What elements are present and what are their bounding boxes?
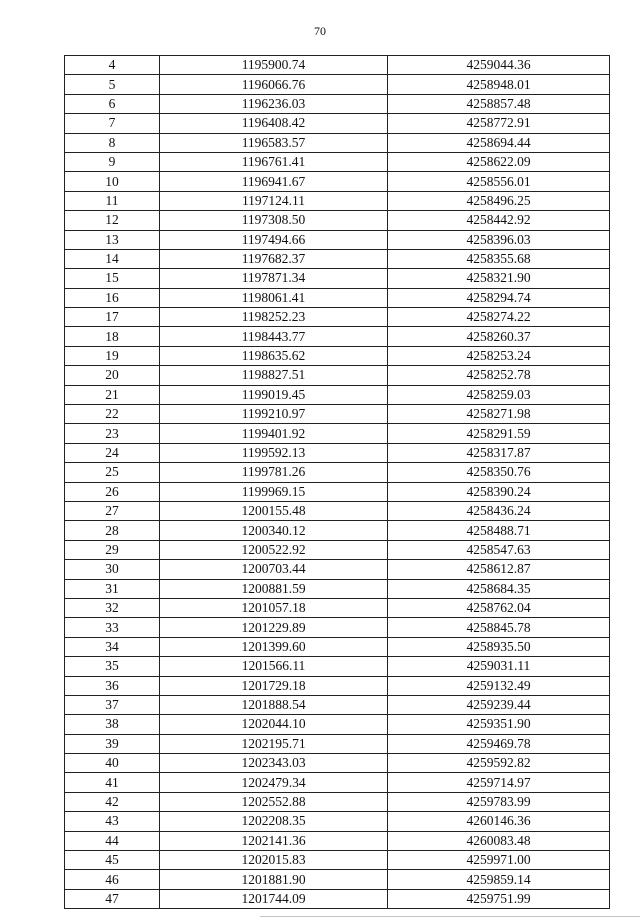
x-coordinate-cell: 1196408.42 xyxy=(160,114,388,133)
point-number-cell: 7 xyxy=(65,114,160,133)
x-coordinate-cell: 1196941.67 xyxy=(160,172,388,191)
table-row xyxy=(65,308,610,327)
y-coordinate-cell: 4259783.99 xyxy=(388,792,610,811)
x-coordinate-cell: 1200340.12 xyxy=(160,521,388,540)
x-coordinate-cell: 1196583.57 xyxy=(160,133,388,152)
point-number-cell: 42 xyxy=(65,792,160,811)
y-coordinate-cell: 4258772.91 xyxy=(388,114,610,133)
x-coordinate-cell: 1198827.51 xyxy=(160,366,388,385)
x-coordinate-cell: 1201888.54 xyxy=(160,695,388,714)
x-coordinate-cell: 1201229.89 xyxy=(160,618,388,637)
point-number-cell: 39 xyxy=(65,734,160,753)
table-row xyxy=(65,657,610,676)
x-coordinate-cell: 1202208.35 xyxy=(160,812,388,831)
y-coordinate-cell: 4258442.92 xyxy=(388,211,610,230)
x-coordinate-cell: 1199210.97 xyxy=(160,405,388,424)
y-coordinate-cell: 4258496.25 xyxy=(388,191,610,210)
y-coordinate-cell: 4258396.03 xyxy=(388,230,610,249)
x-coordinate-cell: 1197871.34 xyxy=(160,269,388,288)
scan-edge-line xyxy=(260,916,640,917)
point-number-cell: 40 xyxy=(65,754,160,773)
point-number-cell: 34 xyxy=(65,637,160,656)
y-coordinate-cell: 4258253.24 xyxy=(388,346,610,365)
x-coordinate-cell: 1202015.83 xyxy=(160,851,388,870)
y-coordinate-cell: 4258935.50 xyxy=(388,637,610,656)
table-row xyxy=(65,540,610,559)
table-row xyxy=(65,327,610,346)
y-coordinate-cell: 4258547.63 xyxy=(388,540,610,559)
table-row xyxy=(65,889,610,908)
x-coordinate-cell: 1196066.76 xyxy=(160,75,388,94)
point-number-cell: 33 xyxy=(65,618,160,637)
point-number-cell: 25 xyxy=(65,463,160,482)
x-coordinate-cell: 1198061.41 xyxy=(160,288,388,307)
x-coordinate-cell: 1196236.03 xyxy=(160,94,388,113)
x-coordinate-cell: 1195900.74 xyxy=(160,56,388,75)
y-coordinate-cell: 4259751.99 xyxy=(388,889,610,908)
x-coordinate-cell: 1201744.09 xyxy=(160,889,388,908)
x-coordinate-cell: 1200522.92 xyxy=(160,540,388,559)
y-coordinate-cell: 4258294.74 xyxy=(388,288,610,307)
point-number-cell: 18 xyxy=(65,327,160,346)
x-coordinate-cell: 1202552.88 xyxy=(160,792,388,811)
table-row xyxy=(65,734,610,753)
table-row xyxy=(65,637,610,656)
table-row xyxy=(65,831,610,850)
table-row xyxy=(65,75,610,94)
point-number-cell: 19 xyxy=(65,346,160,365)
table-row xyxy=(65,754,610,773)
point-number-cell: 11 xyxy=(65,191,160,210)
y-coordinate-cell: 4258321.90 xyxy=(388,269,610,288)
x-coordinate-cell: 1198635.62 xyxy=(160,346,388,365)
table-row xyxy=(65,211,610,230)
table-row xyxy=(65,152,610,171)
table-row xyxy=(65,191,610,210)
x-coordinate-cell: 1200155.48 xyxy=(160,501,388,520)
y-coordinate-cell: 4259044.36 xyxy=(388,56,610,75)
page-number: 70 xyxy=(314,24,326,38)
y-coordinate-cell: 4259592.82 xyxy=(388,754,610,773)
table-row xyxy=(65,269,610,288)
point-number-cell: 9 xyxy=(65,152,160,171)
y-coordinate-cell: 4258948.01 xyxy=(388,75,610,94)
x-coordinate-cell: 1199019.45 xyxy=(160,385,388,404)
x-coordinate-cell: 1196761.41 xyxy=(160,152,388,171)
y-coordinate-cell: 4259351.90 xyxy=(388,715,610,734)
x-coordinate-cell: 1202044.10 xyxy=(160,715,388,734)
y-coordinate-cell: 4258845.78 xyxy=(388,618,610,637)
y-coordinate-cell: 4259132.49 xyxy=(388,676,610,695)
table-row xyxy=(65,482,610,501)
y-coordinate-cell: 4258317.87 xyxy=(388,443,610,462)
y-coordinate-cell: 4259469.78 xyxy=(388,734,610,753)
x-coordinate-cell: 1197124.11 xyxy=(160,191,388,210)
y-coordinate-cell: 4258252.78 xyxy=(388,366,610,385)
point-number-cell: 38 xyxy=(65,715,160,734)
x-coordinate-cell: 1202479.34 xyxy=(160,773,388,792)
x-coordinate-cell: 1199969.15 xyxy=(160,482,388,501)
coordinates-table xyxy=(64,55,610,909)
point-number-cell: 35 xyxy=(65,657,160,676)
point-number-cell: 13 xyxy=(65,230,160,249)
x-coordinate-cell: 1199781.26 xyxy=(160,463,388,482)
y-coordinate-cell: 4258390.24 xyxy=(388,482,610,501)
y-coordinate-cell: 4258622.09 xyxy=(388,152,610,171)
y-coordinate-cell: 4259031.11 xyxy=(388,657,610,676)
x-coordinate-cell: 1202141.36 xyxy=(160,831,388,850)
table-row xyxy=(65,501,610,520)
point-number-cell: 45 xyxy=(65,851,160,870)
table-row xyxy=(65,695,610,714)
point-number-cell: 29 xyxy=(65,540,160,559)
y-coordinate-cell: 4258260.37 xyxy=(388,327,610,346)
point-number-cell: 23 xyxy=(65,424,160,443)
y-coordinate-cell: 4258488.71 xyxy=(388,521,610,540)
y-coordinate-cell: 4258762.04 xyxy=(388,598,610,617)
x-coordinate-cell: 1199401.92 xyxy=(160,424,388,443)
table-row xyxy=(65,114,610,133)
table-row xyxy=(65,792,610,811)
point-number-cell: 4 xyxy=(65,56,160,75)
point-number-cell: 32 xyxy=(65,598,160,617)
table-row xyxy=(65,773,610,792)
y-coordinate-cell: 4259859.14 xyxy=(388,870,610,889)
y-coordinate-cell: 4259239.44 xyxy=(388,695,610,714)
point-number-cell: 17 xyxy=(65,308,160,327)
x-coordinate-cell: 1197494.66 xyxy=(160,230,388,249)
x-coordinate-cell: 1202343.03 xyxy=(160,754,388,773)
point-number-cell: 41 xyxy=(65,773,160,792)
table-row xyxy=(65,618,610,637)
table-row xyxy=(65,424,610,443)
x-coordinate-cell: 1201881.90 xyxy=(160,870,388,889)
table-row xyxy=(65,870,610,889)
y-coordinate-cell: 4260083.48 xyxy=(388,831,610,850)
table-row xyxy=(65,405,610,424)
table-row xyxy=(65,172,610,191)
point-number-cell: 20 xyxy=(65,366,160,385)
point-number-cell: 22 xyxy=(65,405,160,424)
point-number-cell: 46 xyxy=(65,870,160,889)
point-number-cell: 44 xyxy=(65,831,160,850)
y-coordinate-cell: 4258355.68 xyxy=(388,249,610,268)
table-row xyxy=(65,560,610,579)
point-number-cell: 8 xyxy=(65,133,160,152)
table-row xyxy=(65,249,610,268)
y-coordinate-cell: 4259971.00 xyxy=(388,851,610,870)
table-row xyxy=(65,715,610,734)
point-number-cell: 26 xyxy=(65,482,160,501)
point-number-cell: 16 xyxy=(65,288,160,307)
table-row xyxy=(65,133,610,152)
x-coordinate-cell: 1201729.18 xyxy=(160,676,388,695)
y-coordinate-cell: 4258556.01 xyxy=(388,172,610,191)
y-coordinate-cell: 4258350.76 xyxy=(388,463,610,482)
y-coordinate-cell: 4259714.97 xyxy=(388,773,610,792)
y-coordinate-cell: 4258259.03 xyxy=(388,385,610,404)
point-number-cell: 28 xyxy=(65,521,160,540)
table-row xyxy=(65,56,610,75)
table-row xyxy=(65,366,610,385)
table-row xyxy=(65,94,610,113)
point-number-cell: 37 xyxy=(65,695,160,714)
y-coordinate-cell: 4258612.87 xyxy=(388,560,610,579)
y-coordinate-cell: 4258436.24 xyxy=(388,501,610,520)
point-number-cell: 21 xyxy=(65,385,160,404)
x-coordinate-cell: 1199592.13 xyxy=(160,443,388,462)
point-number-cell: 24 xyxy=(65,443,160,462)
table-row xyxy=(65,598,610,617)
table-row xyxy=(65,676,610,695)
point-number-cell: 5 xyxy=(65,75,160,94)
y-coordinate-cell: 4258274.22 xyxy=(388,308,610,327)
table-row xyxy=(65,443,610,462)
table-row xyxy=(65,579,610,598)
y-coordinate-cell: 4258291.59 xyxy=(388,424,610,443)
point-number-cell: 10 xyxy=(65,172,160,191)
x-coordinate-cell: 1200881.59 xyxy=(160,579,388,598)
point-number-cell: 27 xyxy=(65,501,160,520)
point-number-cell: 12 xyxy=(65,211,160,230)
y-coordinate-cell: 4258857.48 xyxy=(388,94,610,113)
point-number-cell: 43 xyxy=(65,812,160,831)
table-row xyxy=(65,463,610,482)
table-row xyxy=(65,812,610,831)
table-row xyxy=(65,230,610,249)
table-row xyxy=(65,346,610,365)
coordinates-table-body xyxy=(65,56,610,909)
point-number-cell: 36 xyxy=(65,676,160,695)
point-number-cell: 6 xyxy=(65,94,160,113)
y-coordinate-cell: 4258684.35 xyxy=(388,579,610,598)
y-coordinate-cell: 4258271.98 xyxy=(388,405,610,424)
x-coordinate-cell: 1200703.44 xyxy=(160,560,388,579)
point-number-cell: 15 xyxy=(65,269,160,288)
x-coordinate-cell: 1201566.11 xyxy=(160,657,388,676)
table-row xyxy=(65,521,610,540)
x-coordinate-cell: 1201057.18 xyxy=(160,598,388,617)
x-coordinate-cell: 1202195.71 xyxy=(160,734,388,753)
y-coordinate-cell: 4258694.44 xyxy=(388,133,610,152)
x-coordinate-cell: 1201399.60 xyxy=(160,637,388,656)
x-coordinate-cell: 1197308.50 xyxy=(160,211,388,230)
x-coordinate-cell: 1198443.77 xyxy=(160,327,388,346)
x-coordinate-cell: 1198252.23 xyxy=(160,308,388,327)
y-coordinate-cell: 4260146.36 xyxy=(388,812,610,831)
table-row xyxy=(65,851,610,870)
table-row xyxy=(65,288,610,307)
x-coordinate-cell: 1197682.37 xyxy=(160,249,388,268)
point-number-cell: 47 xyxy=(65,889,160,908)
point-number-cell: 31 xyxy=(65,579,160,598)
point-number-cell: 30 xyxy=(65,560,160,579)
point-number-cell: 14 xyxy=(65,249,160,268)
table-row xyxy=(65,385,610,404)
